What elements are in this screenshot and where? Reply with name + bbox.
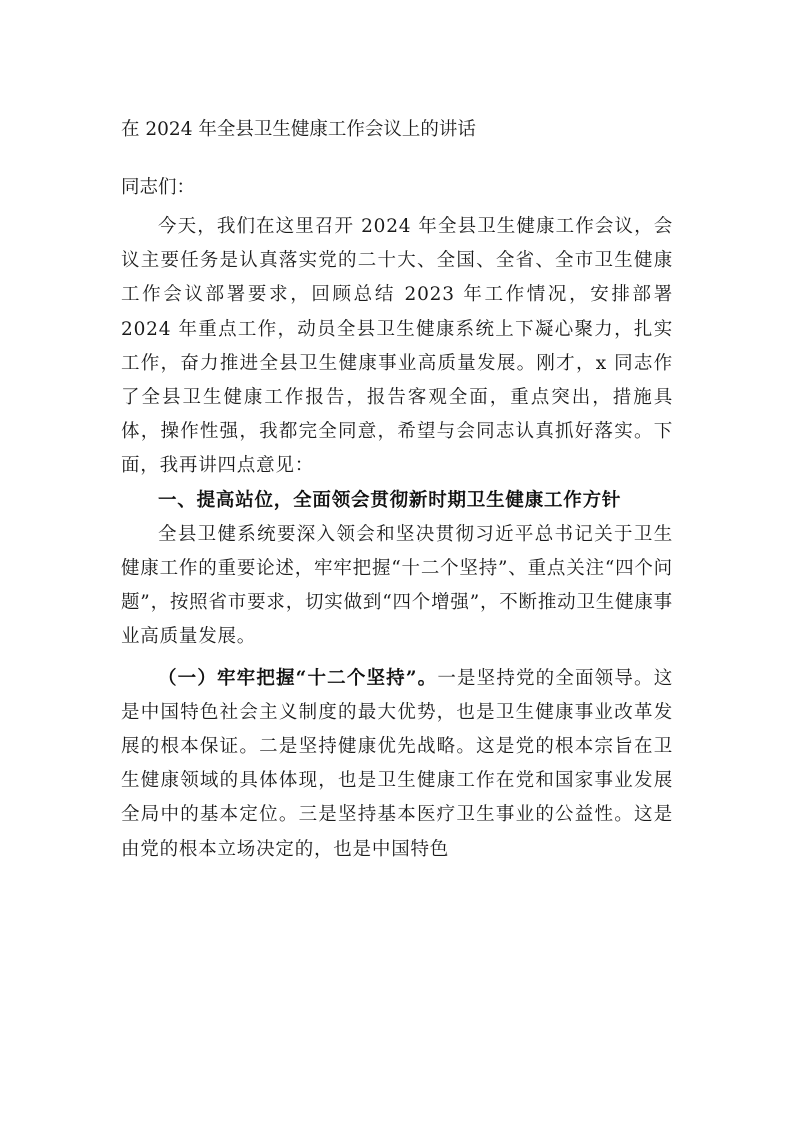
section-paragraph-1: 全县卫健系统要深入领会和坚决贯彻习近平总书记关于卫生健康工作的重要论述，牢牢把握“十二个坚持”、重点关注“四个问题”，按照省市要求，切实做到“四个增强”，不断推动卫生健康事业高质量发展。: [121, 523, 673, 648]
subsection-body-1: 一是坚持党的全面领导。这是中国特色社会主义制度的最大优势，也是卫生健康事业改革发展的根本保证。二是坚持健康优先战略。这是党的根本宗旨在卫生健康领域的具体体现，也是卫生健康工作在党和国家事业发展全局中的基本定位。三是坚持基本医疗卫生事业的公益性。这是由党的根本立场决定的，也是中国特色: [121, 667, 673, 860]
subsection-lead-1: （一）牢牢把握“十二个坚持”。: [158, 667, 438, 689]
section-heading-1: 一、提高站位，全面领会贯彻新时期卫生健康工作方针: [158, 489, 622, 511]
intro-paragraph: 今天，我们在这里召开 2024 年全县卫生健康工作会议，会议主要任务是认真落实党的二十大、全国、全省、全市卫生健康工作会议部署要求，回顾总结 2023 年工作情况，安排部署 2024 年重点工作，动员全县卫生健康系统上下凝心聚力，扎实工作，奋力推进全县卫生健康事业高质量发展。刚才，x 同志作了全县卫生健康工作报告，报告客观全面，重点突出，措施具体，操作性强，我都完全同意，希望与会同志认真抓好落实。下面，我再讲四点意见：: [121, 216, 673, 477]
salutation: 同志们：: [121, 177, 196, 198]
subsection-paragraph-1: [121, 662, 673, 867]
document-title: 在 2024 年全县卫生健康工作会议上的讲话: [121, 119, 476, 140]
document-body: [121, 112, 673, 867]
